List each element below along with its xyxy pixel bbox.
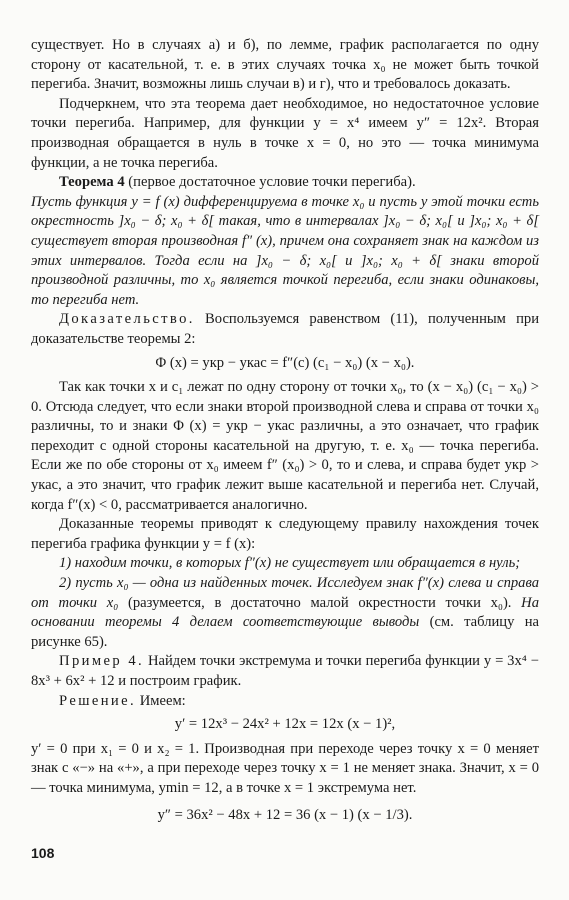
example-text: Найдем точки экстремума и точки перегиба функции y = 3x⁴ − 8x³ + 6x² + 12 и построим график. [31,653,539,689]
rule-step-1: 1) находим точки, в которых f″(x) не существует или обращается в нуль; [59,555,521,572]
paragraph-proof-body: Так как точки x и c₁ лежат по одну сторону от точки x₀, то (x − x₀) (c₁ − x₀) > 0. Отсюда следует, что если знаки второй производной слева и справа от точки x₀ различны, то и знаки Φ (x) = yкр − yкас различны, а это означает, что график переходит с одной стороны касательной на другую, т. е. x₀ — точка перегиба. Если же по обе стороны от x₀ имеем f″ (x₀) > 0, то и слева, и справа будет yкр > yкас, а это значит, что график лежит выше касательной и перегиба нет. Случай, когда f″(x) < 0, рассматривается аналогично. [31,379,539,513]
example-statement [31,652,539,691]
solution-intro [31,692,539,712]
rule-step-2 [31,574,539,652]
paragraph-extremum-analysis: y′ = 0 при x₁ = 0 и x₂ = 1. Производная при переходе через точку x = 0 меняет знак с «−» на «+», а при переходе через точку x = 1 не меняет знака. Значит, x = 0 — точка минимума, ymin = 12, а в точке x = 1 экстремума нет. [31,740,539,796]
proof-label: Доказательство. [59,311,195,328]
solution-intro-text: Имеем: [139,692,186,709]
solution-label: Решение. [59,692,137,709]
page-number: 108 [31,845,55,861]
rule-step-2-part-c: На основании теоремы 4 делаем соответствующие выводы [31,594,539,631]
theorem-subtitle: (первое достаточное условие точки перегиба). [128,174,416,191]
paragraph-rule-intro: Доказанные теоремы приводят к следующему правилу нахождения точек перегиба графика функции y = f (x): [31,516,539,552]
paragraph-necessary-condition: Подчеркнем, что эта теорема дает необходимое, но недостаточное условие точки перегиба. Например, для функции y = x⁴ имеем y″ = 12x². Вторая производная обращается в нуль в точке x = 0, но это — точка минимума функции, а не точка перегиба. [31,95,539,171]
rule-step-2-part-d: (см. таблицу на рисунке 65). [31,614,540,650]
rule-step-2-part-b: (разумеется, в достаточно малой окрестности точки x₀). [118,594,522,611]
example-label: Пример 4. [59,653,145,670]
formula-first-derivative: y′ = 12x³ − 24x² + 12x = 12x (x − 1)², [174,716,396,733]
page-body [31,36,539,830]
proof-intro-text: Воспользуемся равенством (11), полученным при доказательстве теоремы 2: [31,311,540,347]
paragraph-lemma-conclusion: существует. Но в случаях а) и б), по лемме, график располагается по одну сторону от касательной, т. е. в этих случаях точка x₀ не может быть точкой перегиба. Значит, возможны лишь случаи в) и г), что и требовалось доказать. [31,37,539,93]
theorem-heading [31,173,539,193]
proof-intro [31,310,539,349]
theorem-label: Теорема 4 [59,174,125,191]
theorem-statement: Пусть функция y = f (x) дифференцируема в точке x₀ и пусть у этой точки есть окрестность ]x₀ − δ; x₀ + δ[ такая, что в интервалах ]x₀ − δ; x₀[ и ]x₀; x₀ + δ[ существует вторая производная f″ (x), причем она сохраняет знак на каждом из этих интервалов. Тогда если на ]x₀ − δ; x₀[ и ]x₀; x₀ + δ[ знаки второй производной различны, то x₀ является точкой перегиба, если знаки одинаковы, то перегиба нет. [31,193,539,308]
rule-step-2-part-a: 2) пусть x₀ — одна из найденных точек. Исследуем знак f″(x) слева и справа от точки x₀ [31,575,539,611]
formula-second-derivative: y″ = 36x² − 48x + 12 = 36 (x − 1) (x − 1/3). [157,806,413,823]
formula-phi: Φ (x) = yкр − yкас = f″(c) (c₁ − x₀) (x − x₀). [155,354,415,371]
